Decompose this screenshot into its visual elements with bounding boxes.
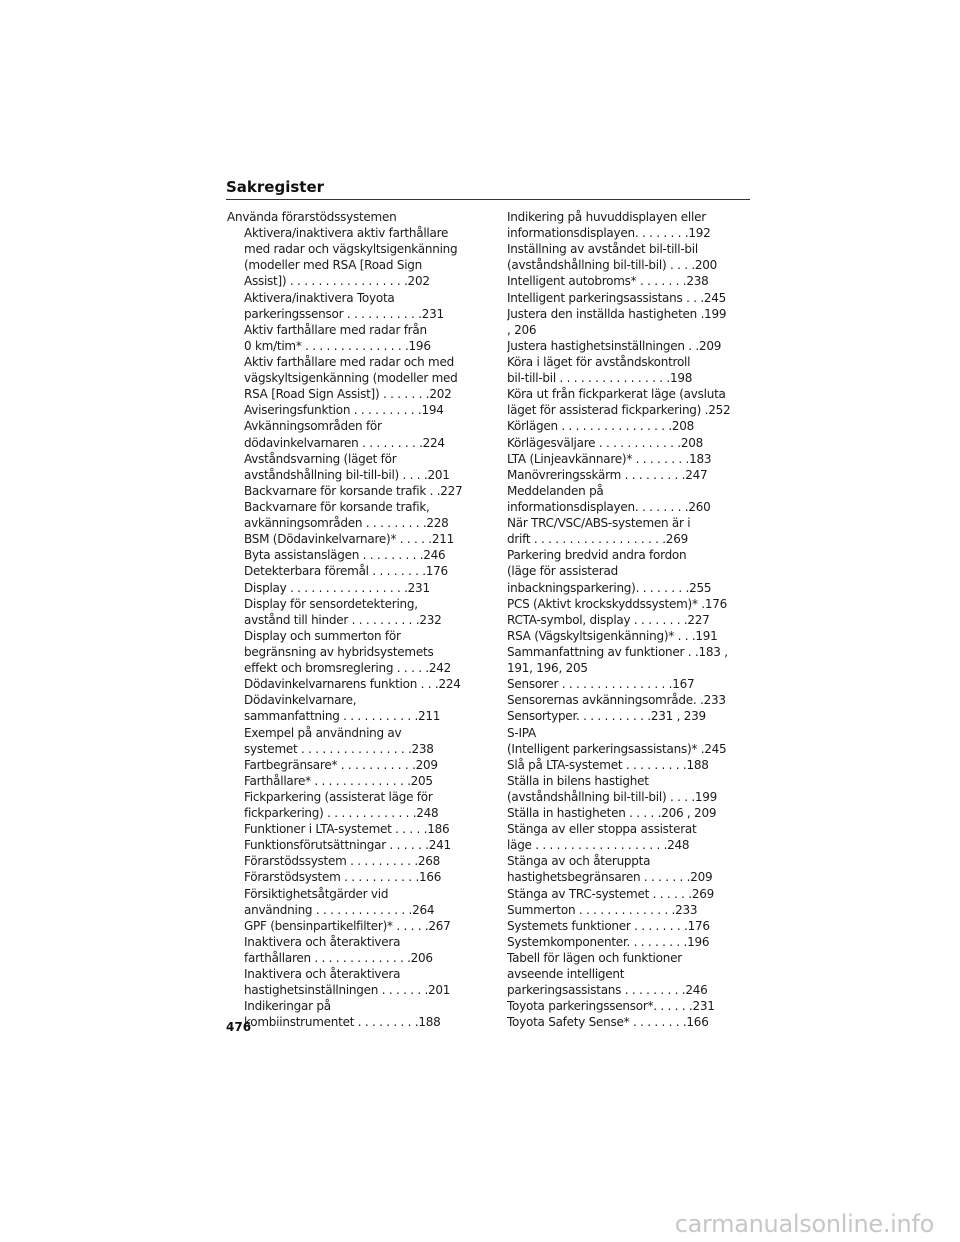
index-entry: systemet . . . . . . . . . . . . . . . .238 [244, 741, 434, 756]
index-column-left [227, 209, 471, 1031]
index-entry: Avståndsvarning (läget för [244, 451, 397, 466]
index-entry: Aktiv farthållare med radar från [244, 322, 427, 337]
index-entry: När TRC/VSC/ABS-systemen är i [507, 516, 691, 531]
index-entry: Detekterbara föremål . . . . . . . .176 [244, 564, 448, 579]
index-entry: , 206 [507, 322, 537, 337]
index-entry: Dödavinkelvarnarens funktion . . .224 [244, 677, 461, 692]
index-entry: (modeller med RSA [Road Sign [244, 258, 422, 273]
index-entry: Systemkomponenter. . . . . . . . .196 [507, 934, 710, 949]
index-entry: Backvarnare för korsande trafik, [244, 499, 430, 514]
watermark: carmanualsonline.info [674, 1210, 934, 1238]
index-entry: Assist]) . . . . . . . . . . . . . . . . .202 [244, 274, 430, 289]
index-entry: Stänga av eller stoppa assisterat [507, 822, 697, 837]
index-entry: 191, 196, 205 [507, 661, 588, 676]
index-entry: (läge för assisterad [507, 564, 618, 579]
index-entry: Sensorernas avkänningsområde. .233 [507, 693, 726, 708]
index-entry: Backvarnare för korsande trafik . .227 [244, 483, 463, 498]
index-entry: Indikeringar på [244, 999, 331, 1014]
index-entry: Tabell för lägen och funktioner [507, 951, 682, 966]
index-entry: Display . . . . . . . . . . . . . . . . .231 [244, 580, 430, 595]
index-column-right [507, 209, 751, 1031]
index-entry: effekt och bromsreglering . . . . .242 [244, 661, 452, 676]
index-entry: Parkering bredvid andra fordon [507, 548, 687, 563]
page-number: 476 [226, 1020, 252, 1034]
index-entry: Systemets funktioner . . . . . . . .176 [507, 918, 710, 933]
index-entry: Körlägen . . . . . . . . . . . . . . . .208 [507, 419, 695, 434]
index-entry: LTA (Linjeavkännare)* . . . . . . . .183 [507, 451, 712, 466]
index-entry: Funktionsförutsättningar . . . . . .241 [244, 838, 451, 853]
index-entry: Sensorer . . . . . . . . . . . . . . . .167 [507, 677, 695, 692]
index-entry: informationsdisplayen. . . . . . . .260 [507, 499, 711, 514]
index-entry: Aviseringsfunktion . . . . . . . . . .194 [244, 403, 444, 418]
index-entry: Toyota parkeringssensor*. . . . . .231 [507, 999, 715, 1014]
index-entry: parkeringssensor . . . . . . . . . . .231 [244, 306, 444, 321]
index-entry: Avkänningsområden för [244, 419, 382, 434]
title-rule [226, 199, 750, 200]
index-entry: (Intelligent parkeringsassistans)* .245 [507, 741, 727, 756]
index-entry: läget för assisterad fickparkering) .252 [507, 403, 731, 418]
index-entry: farthållaren . . . . . . . . . . . . . .206 [244, 951, 433, 966]
index-entry: Inaktivera och återaktivera [244, 967, 401, 982]
index-entry: Ställa in bilens hastighet [507, 773, 649, 788]
index-entry: 0 km/tim* . . . . . . . . . . . . . . .196 [244, 338, 431, 353]
index-entry: Meddelanden på [507, 483, 604, 498]
index-entry: (avståndshållning bil-till-bil) . . . .200 [507, 258, 718, 273]
index-entry: Fartbegränsare* . . . . . . . . . . .209 [244, 757, 438, 772]
index-entry: PCS (Aktivt krockskyddssystem)* .176 [507, 596, 728, 611]
index-entry: avseende intelligent [507, 967, 625, 982]
index-entry: avstånd till hinder . . . . . . . . . .232 [244, 612, 442, 627]
index-entry: Körlägesväljare . . . . . . . . . . . .208 [507, 435, 703, 450]
index-entry: Köra ut från fickparkerat läge (avsluta [507, 387, 726, 402]
index-entry: Intelligent autobroms* . . . . . . .238 [507, 274, 709, 289]
index-entry: Inställning av avståndet bil-till-bil [507, 242, 698, 257]
index-entry: Intelligent parkeringsassistans . . .245 [507, 290, 727, 305]
index-entry: avståndshållning bil-till-bil) . . . .201 [244, 467, 450, 482]
index-entry: Förarstödssystem . . . . . . . . . .268 [244, 854, 441, 869]
index-entry: Toyota Safety Sense* . . . . . . . .166 [507, 1015, 709, 1030]
index-entry: Sensortyper. . . . . . . . . . .231 , 239 [507, 709, 706, 724]
index-entry: S-IPA [507, 725, 536, 740]
index-entry: Aktivera/inaktivera Toyota [244, 290, 395, 305]
index-entry: Exempel på användning av [244, 725, 402, 740]
index-entry: Farthållare* . . . . . . . . . . . . . .205 [244, 773, 433, 788]
index-entry: Display och summerton för [244, 628, 401, 643]
index-entry: fickparkering) . . . . . . . . . . . . .248 [244, 806, 439, 821]
index-entry: Sammanfattning av funktioner . .183 , [507, 644, 728, 659]
index-entry: Summerton . . . . . . . . . . . . . .233 [507, 902, 698, 917]
index-entry: BSM (Dödavinkelvarnare)* . . . . .211 [244, 532, 454, 547]
index-entry: GPF (bensinpartikelfilter)* . . . . .267 [244, 918, 451, 933]
section-title: Sakregister [226, 178, 325, 196]
index-entry: läge . . . . . . . . . . . . . . . . . . .248 [507, 838, 690, 853]
index-entry: Fickparkering (assisterat läge för [244, 789, 433, 804]
index-entry: Slå på LTA-systemet . . . . . . . . .188 [507, 757, 709, 772]
index-entry: användning . . . . . . . . . . . . . .264 [244, 902, 435, 917]
index-entry: Försiktighetsåtgärder vid [244, 886, 389, 901]
index-entry: kombiinstrumentet . . . . . . . . .188 [244, 1015, 441, 1030]
index-entry: Aktiv farthållare med radar och med [244, 354, 454, 369]
index-entry: avkänningsområden . . . . . . . . .228 [244, 516, 449, 531]
index-entry: drift . . . . . . . . . . . . . . . . . . .269 [507, 532, 688, 547]
index-entry: Stänga av och återuppta [507, 854, 651, 869]
index-entry: informationsdisplayen. . . . . . . .192 [507, 226, 711, 241]
index-entry: Justera den inställda hastigheten .199 [507, 306, 727, 321]
index-entry: bil-till-bil . . . . . . . . . . . . . . . .198 [507, 371, 693, 386]
index-entry: Byta assistanslägen . . . . . . . . .246 [244, 548, 446, 563]
index-entry: Inaktivera och återaktivera [244, 934, 401, 949]
index-entry: Köra i läget för avståndskontroll [507, 354, 691, 369]
index-entry: Manövreringsskärm . . . . . . . . .247 [507, 467, 708, 482]
index-entry: dödavinkelvarnaren . . . . . . . . .224 [244, 435, 445, 450]
index-entry: inbackningsparkering). . . . . . . .255 [507, 580, 712, 595]
index-entry: Ställa in hastigheten . . . . .206 , 209 [507, 806, 717, 821]
index-entry: Justera hastighetsinställningen . .209 [507, 338, 722, 353]
index-entry: Förarstödsystem . . . . . . . . . . .166 [244, 870, 442, 885]
index-entry: med radar och vägskyltsigenkänning [244, 242, 458, 257]
index-entry: Använda förarstödssystemen [227, 210, 397, 224]
index-entry: Indikering på huvuddisplayen eller [507, 210, 706, 224]
index-entry: sammanfattning . . . . . . . . . . .211 [244, 709, 441, 724]
index-entry: vägskyltsigenkänning (modeller med [244, 371, 458, 386]
index-entry: Funktioner i LTA-systemet . . . . .186 [244, 822, 450, 837]
index-entry: parkeringsassistans . . . . . . . . .246 [507, 983, 708, 998]
index-entry: (avståndshållning bil-till-bil) . . . .199 [507, 789, 718, 804]
index-entry: Dödavinkelvarnare, [244, 693, 357, 708]
index-entry: Aktivera/inaktivera aktiv farthållare [244, 226, 449, 241]
index-entry: hastighetsbegränsaren . . . . . . .209 [507, 870, 713, 885]
index-entry: RCTA-symbol, display . . . . . . . .227 [507, 612, 710, 627]
index-entry: RSA (Vägskyltsigenkänning)* . . .191 [507, 628, 718, 643]
index-entry: begränsning av hybridsystemets [244, 644, 434, 659]
index-entry: Stänga av TRC-systemet . . . . . .269 [507, 886, 715, 901]
index-entry: Display för sensordetektering, [244, 596, 418, 611]
index-entry: hastighetsinställningen . . . . . . .201 [244, 983, 451, 998]
index-entry: RSA [Road Sign Assist]) . . . . . . .202 [244, 387, 452, 402]
